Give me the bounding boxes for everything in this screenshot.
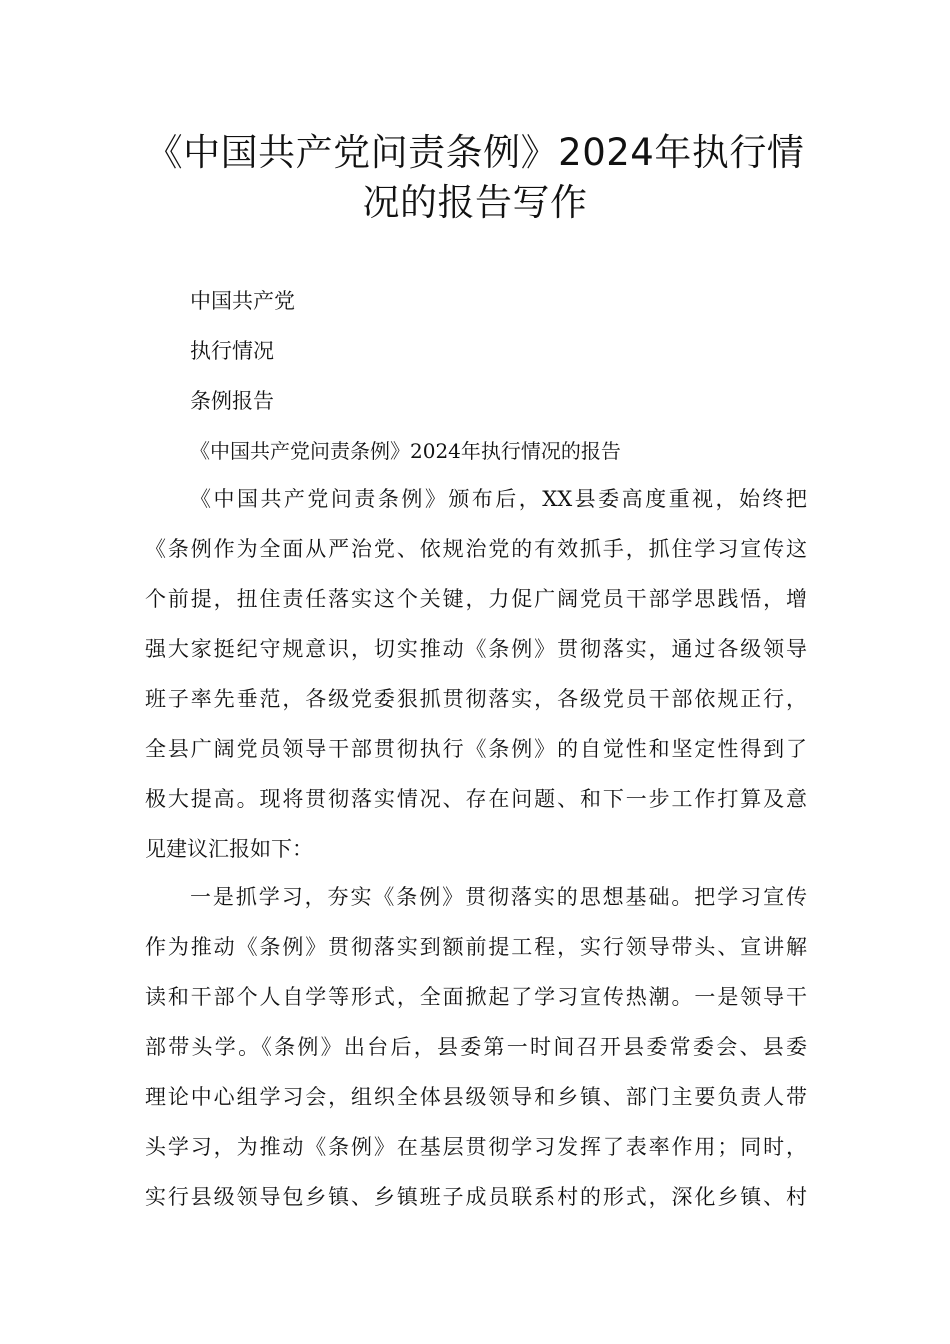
paragraph-line: 全县广阔党员领导干部贯彻执行《条例》的自觉性和坚定性得到了 bbox=[145, 737, 807, 761]
paragraph-line: 作为推动《条例》贯彻落实到额前提工程，实行领导带头、宣讲解 bbox=[145, 935, 807, 959]
keyword-1: 中国共产党 bbox=[190, 289, 295, 313]
keyword-3: 条例报告 bbox=[190, 389, 274, 413]
paragraph-line: 一是抓学习，夯实《条例》贯彻落实的思想基础。把学习宣传 bbox=[190, 885, 807, 909]
paragraph-line: 头学习，为推动《条例》在基层贯彻学习发挥了表率作用；同时， bbox=[145, 1135, 807, 1159]
document-title bbox=[145, 128, 805, 228]
paragraph-line: 见建议汇报如下： bbox=[145, 837, 313, 861]
paragraph-line: 实行县级领导包乡镇、乡镇班子成员联系村的形式，深化乡镇、村 bbox=[145, 1185, 807, 1209]
title-line-2: 况的报告写作 bbox=[362, 181, 588, 224]
paragraph-line: 《中国共产党问责条例》颁布后，XX县委高度重视，始终把 bbox=[190, 487, 807, 511]
paragraph-line: 强大家挺纪守规意识，切实推动《条例》贯彻落实，通过各级领导 bbox=[145, 637, 807, 661]
paragraph-line: 读和干部个人自学等形式，全面掀起了学习宣传热潮。一是领导干 bbox=[145, 985, 807, 1009]
paragraph-line: 个前提，扭住责任落实这个关键，力促广阔党员干部学思践悟，增 bbox=[145, 587, 807, 611]
paragraph-line: 班子率先垂范，各级党委狠抓贯彻落实，各级党员干部依规正行， bbox=[145, 687, 807, 711]
title-line-1: 《中国共产党问责条例》2024年执行情 bbox=[145, 131, 805, 174]
body-paragraph-1 bbox=[145, 485, 807, 885]
keyword-2: 执行情况 bbox=[190, 339, 274, 363]
paragraph-line: 极大提高。现将贯彻落实情况、存在问题、和下一步工作打算及意 bbox=[145, 787, 807, 811]
paragraph-line: 理论中心组学习会，组织全体县级领导和乡镇、部门主要负责人带 bbox=[145, 1085, 807, 1109]
paragraph-line: 《条例作为全面从严治党、依规治党的有效抓手，抓住学习宣传这 bbox=[145, 537, 807, 561]
report-subtitle: 《中国共产党问责条例》2024年执行情况的报告 bbox=[190, 439, 621, 463]
paragraph-line: 部带头学。《条例》出台后，县委第一时间召开县委常委会、县委 bbox=[145, 1035, 807, 1059]
body-paragraph-2 bbox=[145, 883, 807, 1233]
